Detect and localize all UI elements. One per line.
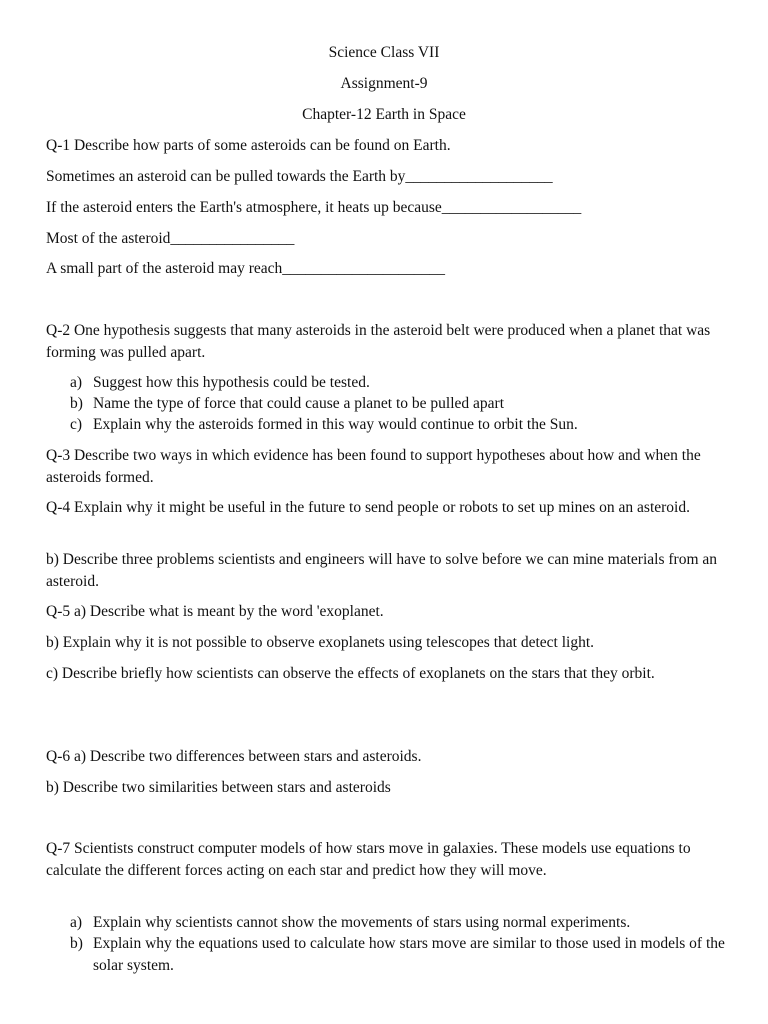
q7-part-a-text: Explain why scientists cannot show the movements of stars using normal experiments. xyxy=(93,914,631,931)
q5-part-c: c) Describe briefly how scientists can observe the effects of exoplanets on the stars that they orbit. xyxy=(46,665,655,682)
q1-blank-1: Sometimes an asteroid can be pulled towards the Earth by___________________ xyxy=(46,168,553,185)
q6-part-a: Q-6 a) Describe two differences between stars and asteroids. xyxy=(46,748,422,765)
q1-blank-3: Most of the asteroid________________ xyxy=(46,230,295,247)
q1-blank-4: A small part of the asteroid may reach_____________________ xyxy=(46,260,446,277)
q1-blank-2: If the asteroid enters the Earth's atmosphere, it heats up because__________________ xyxy=(46,199,582,216)
q2-part-b-text: Name the type of force that could cause a planet to be pulled apart xyxy=(93,395,505,412)
q6-part-b: b) Describe two similarities between stars and asteroids xyxy=(46,779,391,796)
course-title: Science Class VII xyxy=(328,44,440,61)
q5-part-a: Q-5 a) Describe what is meant by the word 'exoplanet. xyxy=(46,603,384,620)
q2-question: Q-2 One hypothesis suggests that many asteroids in the asteroid belt were produced when a planet that was forming was pulled apart. xyxy=(46,322,711,361)
q3-question: Q-3 Describe two ways in which evidence has been found to support hypotheses about how and when the asteroids formed. xyxy=(46,447,701,486)
q1-question: Q-1 Describe how parts of some asteroids can be found on Earth. xyxy=(46,137,451,154)
q7-part-b-marker: b) xyxy=(70,935,83,952)
q2-part-b-marker: b) xyxy=(70,395,83,412)
q7-question: Q-7 Scientists construct computer models of how stars move in galaxies. These models use equations to calculate the different forces acting on each star and predict how they will move. xyxy=(46,840,691,879)
q2-part-a-marker: a) xyxy=(70,374,83,391)
q4-question: Q-4 Explain why it might be useful in the future to send people or robots to set up mines on an asteroid. xyxy=(46,499,690,516)
q2-part-a-text: Suggest how this hypothesis could be tested. xyxy=(93,374,370,391)
q4-part-b: b) Describe three problems scientists and engineers will have to solve before we can mine materials from an asteroid. xyxy=(46,551,718,590)
q5-part-b: b) Explain why it is not possible to observe exoplanets using telescopes that detect light. xyxy=(46,634,594,651)
q7-part-b-text: Explain why the equations used to calculate how stars move are similar to those used in models of the solar system. xyxy=(93,935,725,974)
chapter-title: Chapter-12 Earth in Space xyxy=(302,106,466,123)
q7-part-a-marker: a) xyxy=(70,914,83,931)
q2-part-c-marker: c) xyxy=(70,416,83,433)
assignment-title: Assignment-9 xyxy=(340,75,428,92)
q2-part-c-text: Explain why the asteroids formed in this way would continue to orbit the Sun. xyxy=(93,416,578,433)
